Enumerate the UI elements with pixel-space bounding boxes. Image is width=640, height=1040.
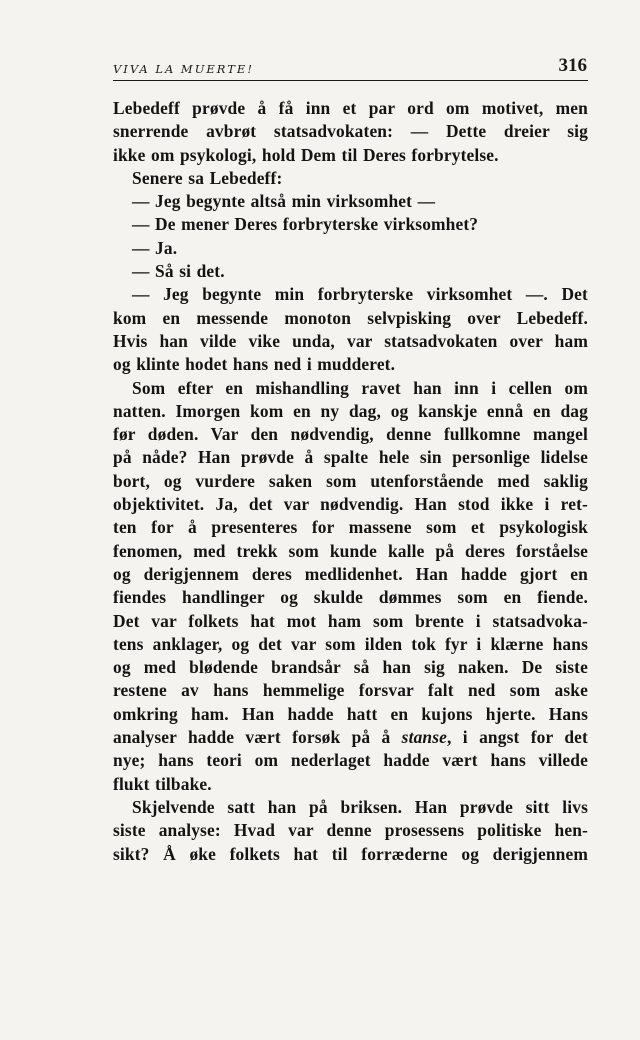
text-line: Hvis han vilde vike unda, var statsadvokaten over ham: [113, 330, 588, 351]
text-line: tens anklager, og det var som ilden tok fyr i klærne hans: [113, 633, 588, 654]
body-text: [113, 97, 588, 866]
text-line: Lebedeff prøvde å få inn et par ord om motivet, men: [113, 98, 588, 118]
text-line: Senere sa Lebedeff:: [132, 167, 283, 188]
text-line: — Ja.: [132, 237, 178, 258]
text-line: kom en messende monoton selvpisking over Lebedeff.: [113, 307, 588, 328]
text-line: før døden. Var den nødvendig, denne fullkomne mangel: [113, 424, 588, 445]
text-line: og klinte hodet hans ned i mudderet.: [113, 354, 396, 375]
text-line: snerrende avbrøt statsadvokaten: — Dette dreier sig: [113, 121, 588, 142]
text-line: — De mener Deres forbryterske virksomhet?: [132, 214, 479, 235]
text-line: sikt? Å øke folkets hat til forræderne og derigjennem: [113, 843, 588, 864]
text-line: ikke om psykologi, hold Dem til Deres forbrytelse.: [113, 144, 499, 165]
running-title: VIVA LA MUERTE!: [113, 62, 254, 76]
text-line: Som efter en mishandling ravet han inn i cellen om: [132, 377, 588, 398]
text-line: — Jeg begynte altså min virksomhet —: [132, 191, 436, 212]
text-line: nye; hans teori om nederlaget hadde vært hans villede: [113, 750, 588, 771]
emphasized-word: stanse: [401, 727, 448, 748]
text-line: fenomen, med trekk som kunde kalle på deres forståelse: [113, 540, 588, 561]
text-line: og med blødende brandsår så han sig naken. De siste: [113, 657, 588, 678]
text-line: Skjelvende satt han på briksen. Han prøvde sitt livs: [132, 796, 588, 817]
text-line: siste analyse: Hvad var denne prosessens politiske hen-: [113, 820, 588, 841]
text-line: bort, og vurdere saken som utenforstående med saklig: [113, 470, 588, 491]
text-line: og derigjennem deres medlidenhet. Han hadde gjort en: [113, 563, 588, 584]
page-number: 316: [558, 55, 587, 76]
text-line: fiendes handlinger og skulde dømmes som en fiende.: [113, 587, 588, 608]
text-line: på nåde? Han prøvde å spalte hele sin personlige lidelse: [113, 447, 588, 468]
running-head: [113, 56, 588, 81]
text-line: omkring ham. Han hadde hatt en kujons hjerte. Hans: [113, 703, 588, 724]
text-line: natten. Imorgen kom en ny dag, og kanskje ennå en dag: [113, 400, 588, 421]
text-line: flukt tilbake.: [113, 773, 212, 794]
text-line: — Jeg begynte min forbryterske virksomhet —. Det: [132, 284, 588, 305]
text-line: ten for å presenteres for massene som et psykologisk: [113, 517, 588, 538]
text-line: analyser hadde vært forsøk på å stanse, i angst for det: [113, 727, 588, 748]
text-line: — Så si det.: [132, 261, 225, 282]
text-line: objektivitet. Ja, det var nødvendig. Han stod ikke i ret-: [113, 494, 588, 515]
text-line: Det var folkets hat mot ham som brente i statsadvoka-: [113, 610, 588, 631]
text-line: restene av hans hemmelige forsvar falt ned som aske: [113, 680, 588, 701]
